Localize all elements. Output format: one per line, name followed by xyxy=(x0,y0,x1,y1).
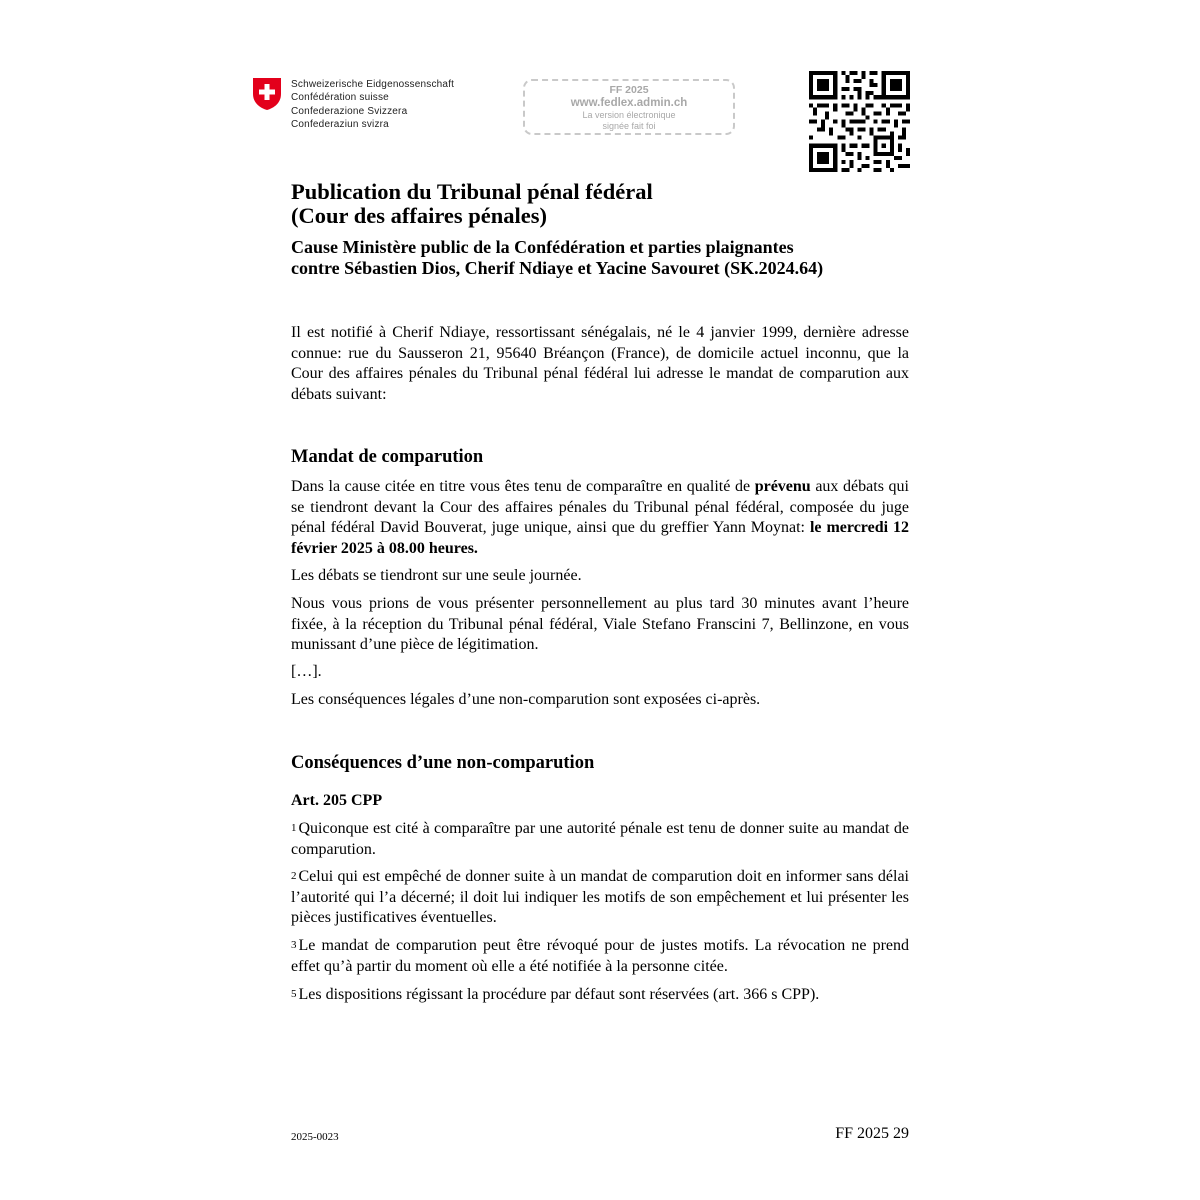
footer-reference: FF 2025 29 xyxy=(835,1125,909,1142)
electronic-version-stamp xyxy=(523,79,735,135)
article-paragraph-2 xyxy=(291,867,909,929)
summons-bold-role: prévenu xyxy=(754,478,811,495)
summons-paragraph-1 xyxy=(291,477,909,559)
title-line-2: (Cour des affaires pénales) xyxy=(291,203,548,228)
federation-names xyxy=(291,78,454,132)
qr-code-icon xyxy=(809,71,910,172)
summons-bold-date: le mercredi 12 février 2025 à 08.00 heures. xyxy=(291,519,909,557)
federation-name-fr: Confédération suisse xyxy=(291,92,389,104)
summons-paragraph-2: Les débats se tiendront sur une seule journée. xyxy=(291,567,582,584)
intro-paragraph: Il est notifié à Cherif Ndiaye, ressortissant sénégalais, né le 4 janvier 1999, dernière adresse connue: rue du Sausseron 21, 95640 Bréançon (France), de domicile actuel inconnu, que la Cour des affaires pénales du Tribunal pénal fédéral lui adresse le mandat de comparution aux débats suivant: xyxy=(291,324,909,403)
paragraph-text: Celui qui est empêché de donner suite à un mandat de comparution doit en informer sans délai l’autorité qui l’a décerné; il doit lui indiquer les motifs de son empêchement et lui présenter les pièces justificatives éventuelles. xyxy=(291,868,909,926)
paragraph-text: Le mandat de comparution peut être révoqué pour de justes motifs. La révocation ne prend effet qu’à partir du moment où elle a été notifiée à la personne citée. xyxy=(291,937,909,975)
footer-document-number: 2025-0023 xyxy=(291,1131,339,1143)
stamp-line-4: signée fait foi xyxy=(602,121,656,131)
article-heading: Art. 205 CPP xyxy=(291,792,383,809)
subtitle-line-1: Cause Ministère public de la Confédération et parties plaignantes xyxy=(291,237,794,257)
subtitle-line-2: contre Sébastien Dios, Cherif Ndiaye et Yacine Savouret (SK.2024.64) xyxy=(291,257,824,278)
paragraph-number: 1 xyxy=(291,822,297,834)
federation-name-de: Schweizerische Eidgenossenschaft xyxy=(291,79,455,90)
summons-paragraph-4: […]. xyxy=(291,663,322,680)
summons-paragraph-3: Nous vous prions de vous présenter personnellement au plus tard 30 minutes avant l’heure fixée, à la réception du Tribunal pénal fédéral, Viale Stefano Franscini 7, Bellinzone, en vous munissant d’une pièce de légitimation. xyxy=(291,595,909,653)
summons-paragraph-5: Les conséquences légales d’une non-comparution sont exposées ci-après. xyxy=(291,691,761,708)
federation-name-it: Confederazione Svizzera xyxy=(291,105,408,117)
paragraph-number: 3 xyxy=(291,939,297,951)
section-heading-consequences: Conséquences d’une non-comparution xyxy=(291,753,595,773)
article-paragraph-1 xyxy=(291,819,909,860)
summons-text-2: aux débats qui se tiendront devant la Cour des affaires pénales du Tribunal pénal fédéral, composée du juge pénal fédéral David Bouverat, juge unique, ainsi que du greffier Yann Moynat: xyxy=(291,478,910,536)
federation-name-rm: Confederaziun svizra xyxy=(291,119,389,131)
stamp-line-3: La version électronique xyxy=(582,110,676,120)
section-heading-summons: Mandat de comparution xyxy=(291,447,484,467)
summons-text-1: Dans la cause citée en titre vous êtes tenu de comparaître en qualité de xyxy=(291,478,755,495)
title-line-1: Publication du Tribunal pénal fédéral xyxy=(291,179,653,204)
stamp-line-2: www.fedlex.admin.ch xyxy=(570,97,688,109)
case-subtitle xyxy=(291,237,931,278)
paragraph-number: 5 xyxy=(291,988,297,1000)
paragraph-text: Les dispositions régissant la procédure par défaut sont réservées (art. 366 s CPP). xyxy=(298,986,820,1003)
swiss-cross-icon xyxy=(252,77,282,111)
article-paragraph-5 xyxy=(291,985,909,1006)
page-title xyxy=(291,180,931,228)
paragraph-number: 2 xyxy=(291,870,297,882)
stamp-line-1: FF 2025 xyxy=(609,84,649,96)
article-paragraph-3 xyxy=(291,936,909,977)
paragraph-text: Quiconque est cité à comparaître par une autorité pénale est tenu de donner suite au mandat de comparution. xyxy=(291,820,909,858)
